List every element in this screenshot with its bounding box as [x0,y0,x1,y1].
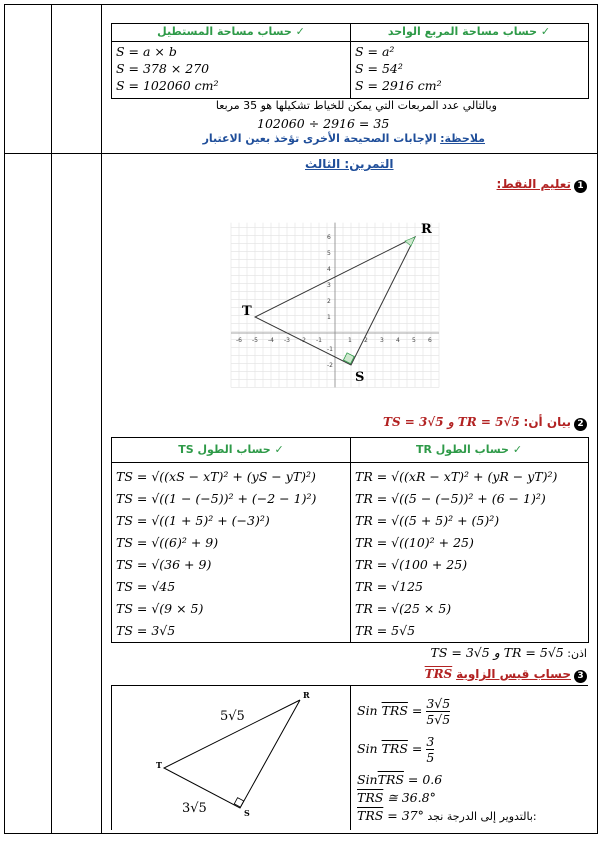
angle-table [111,685,588,830]
small-triangle [142,688,342,820]
y-tick-label: 5 [327,250,331,257]
sin-line-1: Sin $\overline{TRS}$ = $\frac{3√5}{5√5}$ [357,696,451,727]
sin-line-3: $Sin\overline{TRS} = 0.6$ [357,772,443,787]
tr-step-2: TR = √((5 − (−5))² + (6 − 1)²) [355,491,546,506]
ts-steps [116,466,316,642]
x-tick-label: 2 [364,337,368,344]
ts-step-3: TS = √((1 + 5)² + (−3)²) [116,513,270,528]
y-tick-label: 3 [327,282,331,289]
conclusion-text: وبالتالي عدد المربعات التي يمكن للخياط تشكيلها هو 35 مربعا [215,99,497,112]
margin-line-1 [51,5,52,833]
x-tick-label: -3 [284,337,290,344]
x-tick-label: -2 [300,337,306,344]
triangle-trs [242,222,432,385]
rect-line-2: S = 378 × 270 [116,61,210,76]
tr-step-7: TR = √(25 × 5) [355,601,452,616]
ts-step-5: TS = √(36 + 9) [116,557,212,572]
tr-step-1: TR = √((xR − xT)² + (yR − yT)²) [355,469,558,484]
vertex-label-t: T [242,304,252,319]
y-tick-label: 1 [327,314,331,321]
x-tick-label: -6 [236,337,242,344]
graph-tick-labels [236,234,432,369]
small-label-s: S [244,808,250,818]
ts-step-1: TS = √((xS − xT)² + (yS − yT)²) [116,469,316,484]
square-line-1: S = a² [355,44,395,59]
margin-divider [5,153,101,154]
y-tick-label: -2 [327,362,333,369]
q2-heading: 2بيان أن: TS = 3√5 و TR = 5√5 [383,415,587,431]
ts-step-4: TS = √((6)² + 9) [116,535,219,550]
rect-line-1: S = a × b [116,44,177,59]
graph-axes [231,223,439,388]
tr-step-6: TR = √125 [355,579,423,594]
vertex-label-s: S [355,370,365,385]
vertex-label-r: R [421,222,432,237]
q1-heading: 1تعليم النقط: [497,177,587,193]
angle-marker-r [405,237,415,246]
x-tick-label: -4 [268,337,274,344]
rect-area-header: ✓ حساب مساحة المستطيل [157,25,305,38]
square-line-2: S = 54² [355,61,403,76]
coordinate-graph [200,173,490,403]
angle-rounded: $\overline{TRS} = 37^\circ$ بالتدوير إلى الدرجة نجد: [357,808,537,823]
tr-steps [355,466,557,642]
margin-line-2 [101,5,102,833]
y-tick-label: 4 [327,266,331,273]
small-label-t: T [156,760,162,770]
ts-step-7: TS = √(9 × 5) [116,601,204,616]
area-table [111,23,589,99]
tr-step-4: TR = √((10)² + 25) [355,535,474,550]
tr-step-8: TR = 5√5 [355,623,416,638]
section-divider [101,153,597,154]
x-tick-label: 3 [380,337,384,344]
small-label-r: R [303,690,310,700]
ts-length-label: 3√5 [182,801,207,816]
square-area-header: ✓ حساب مساحة المربع الواحد [387,25,551,38]
x-tick-label: -5 [252,337,258,344]
ts-header: ✓ حساب الطول TS [178,443,284,456]
x-tick-label: 5 [412,337,416,344]
exercise-title: التمرين: الثالث [305,157,394,171]
rect-line-3: S = 102060 cm² [116,78,219,93]
lengths-conclusion: اذن: TS = 3√5 و TR = 5√5 [430,645,587,660]
sin-line-2: Sin $\overline{TRS}$ = $\frac{3}{5}$ [357,734,435,765]
page-frame [4,4,598,834]
tr-step-3: TR = √((5 + 5)² + (5)²) [355,513,500,528]
ts-step-8: TS = 3√5 [116,623,176,638]
y-tick-label: 2 [327,298,331,305]
q3-heading: 3حساب قيس الزاوية TRS [425,667,587,683]
square-line-3: S = 2916 cm² [355,78,442,93]
tr-length-label: 5√5 [220,709,245,724]
tr-step-5: TR = √(100 + 25) [355,557,468,572]
ts-step-2: TS = √((1 − (−5))² + (−2 − 1)²) [116,491,317,506]
note: ملاحظة: الإجابات الصحيحة الأخرى تؤخذ بعين الاعتبار [202,132,485,145]
x-tick-label: 4 [396,337,400,344]
y-tick-label: -1 [327,346,333,353]
x-tick-label: 1 [348,337,352,344]
x-tick-label: 6 [428,337,432,344]
ts-step-6: TS = √45 [116,579,176,594]
angle-approx: $\overline{TRS}$ ≅ 36.8° [357,790,436,805]
y-tick-label: 6 [327,234,331,241]
lengths-table [111,437,589,643]
division-result: 102060 ÷ 2916 = 35 [257,116,390,131]
tr-header: ✓ حساب الطول TR [415,443,523,456]
x-tick-label: -1 [316,337,322,344]
